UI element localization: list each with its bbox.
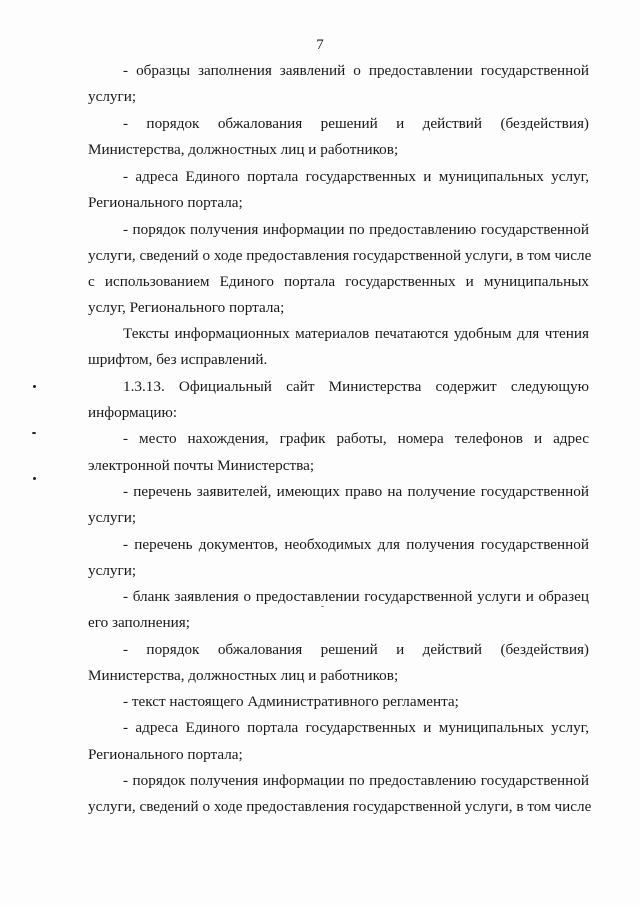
text-line: Министерства, должностных лиц и работников; [88, 667, 399, 684]
scan-speck [321, 606, 324, 607]
text-line: - перечень заявителей, имеющих право на получение государственной [123, 483, 589, 500]
text-line: - текст настоящего Административного регламента; [123, 693, 459, 710]
scan-speck [32, 432, 36, 434]
text-line: Тексты информационных материалов печатаются удобным для чтения [123, 325, 589, 342]
text-line: - порядок обжалования решений и действий (бездействия) [123, 641, 589, 658]
text-line: - порядок получения информации по предоставлению государственной [123, 221, 589, 238]
text-line: - порядок получения информации по предоставлению государственной [123, 772, 589, 789]
text-line: - адреса Единого портала государственных и муниципальных услуг, [123, 719, 589, 736]
text-line: услуги; [88, 562, 137, 579]
text-line: с использованием Единого портала государственных и муниципальных [88, 273, 589, 290]
text-line: услуг, Регионального портала; [88, 299, 285, 316]
scan-speck [33, 385, 36, 388]
text-line: электронной почты Министерства; [88, 457, 315, 474]
text-line: - перечень документов, необходимых для получения государственной [123, 536, 589, 553]
text-line: - порядок обжалования решений и действий (бездействия) [123, 115, 589, 132]
text-line: услуги; [88, 509, 137, 526]
text-line: - бланк заявления о предоставлении государственной услуги и образец [123, 588, 589, 605]
scan-speck [33, 477, 36, 480]
text-line: услуги, сведений о ходе предоставления государственной услуги, в том числе [88, 247, 592, 264]
text-line: - место нахождения, график работы, номера телефонов и адрес [123, 430, 589, 447]
text-line: его заполнения; [88, 614, 190, 631]
text-line: услуги; [88, 88, 137, 105]
text-line: шрифтом, без исправлений. [88, 351, 268, 368]
text-line: услуги, сведений о ходе предоставления государственной услуги, в том числе [88, 798, 592, 815]
text-line: 1.3.13. Официальный сайт Министерства содержит следующую [123, 378, 589, 395]
page-number: 7 [316, 37, 324, 53]
text-line: Регионального портала; [88, 746, 243, 763]
text-line: информацию: [88, 404, 178, 421]
text-line: Министерства, должностных лиц и работников; [88, 141, 399, 158]
text-line: - адреса Единого портала государственных и муниципальных услуг, [123, 168, 589, 185]
text-line: Регионального портала; [88, 194, 243, 211]
text-line: - образцы заполнения заявлений о предоставлении государственной [123, 62, 589, 79]
